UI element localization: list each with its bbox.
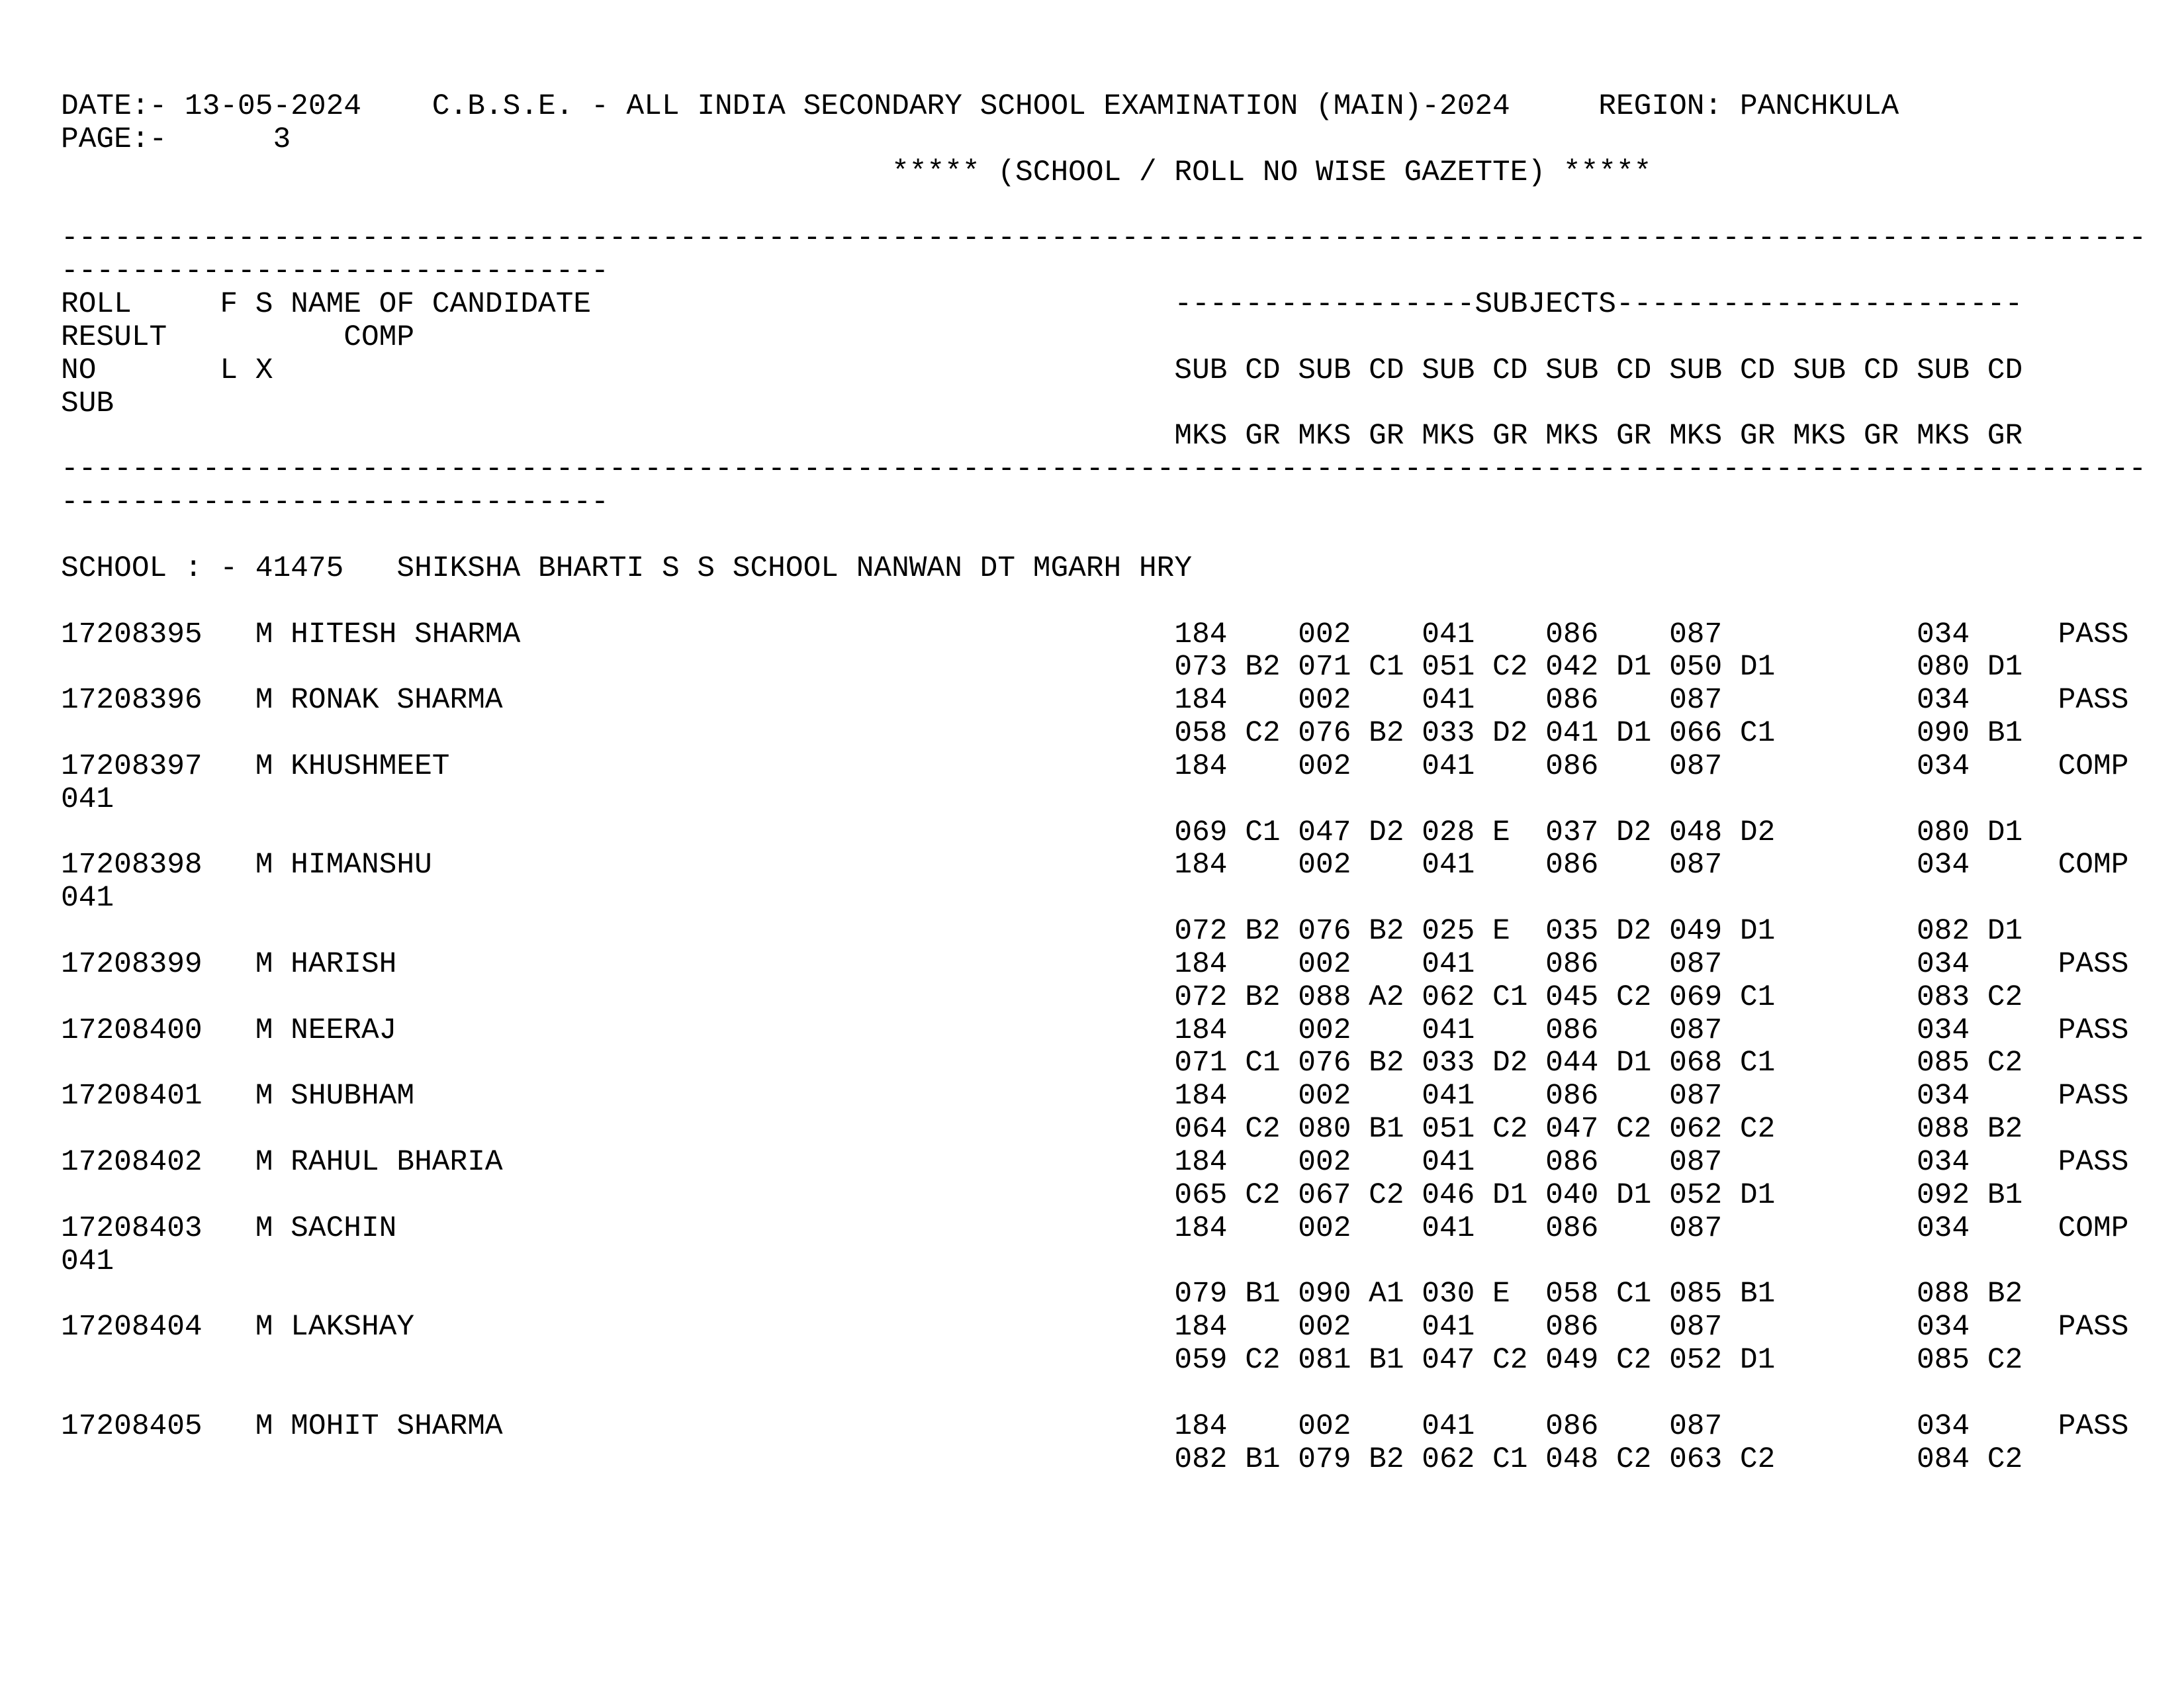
candidate-17208395-marks-line: 073 B2 071 C1 051 C2 042 D1 050 D1 080 D1 <box>61 651 2023 684</box>
divider-line: ---------------------------------------------------------------------------------------------------------------------- <box>61 222 2147 256</box>
divider-line-wrap: ------------------------------- <box>61 255 609 289</box>
candidate-17208399-row-line: 17208399 M HARISH 184 002 041 086 087 034 PASS <box>61 947 2129 981</box>
candidate-17208397-compsub-line: 041 <box>61 782 114 816</box>
table-header-roll-subjects-line: ROLL F S NAME OF CANDIDATE -----------------SUBJECTS----------------------- <box>61 288 2023 322</box>
header-page-line: PAGE:- 3 <box>61 122 291 156</box>
candidate-17208403-compsub-line: 041 <box>61 1244 114 1278</box>
candidate-17208396-row-line: 17208396 M RONAK SHARMA 184 002 041 086 087 034 PASS <box>61 684 2129 718</box>
candidate-17208404-row-line: 17208404 M LAKSHAY 184 002 041 086 087 034 PASS <box>61 1311 2129 1344</box>
divider-line: ---------------------------------------------------------------------------------------------------------------------- <box>61 453 2147 487</box>
table-header-sub-line: SUB <box>61 387 114 420</box>
candidate-17208400-marks-line: 071 C1 076 B2 033 D2 044 D1 068 C1 085 C2 <box>61 1047 2023 1080</box>
candidate-17208402-marks-line: 065 C2 067 C2 046 D1 040 D1 052 D1 092 B1 <box>61 1178 2023 1212</box>
divider-line-wrap: ------------------------------- <box>61 486 609 520</box>
candidate-17208397-marks-line: 069 C1 047 D2 028 E 037 D2 048 D2 080 D1 <box>61 816 2023 849</box>
table-header-result-comp-line: RESULT COMP <box>61 320 415 354</box>
candidate-17208399-marks-line: 072 B2 088 A2 062 C1 045 C2 069 C1 083 C2 <box>61 980 2023 1014</box>
candidate-17208403-marks-line: 079 B1 090 A1 030 E 058 C1 085 B1 088 B2 <box>61 1278 2023 1311</box>
candidate-17208398-marks-line: 072 B2 076 B2 025 E 035 D2 049 D1 082 D1 <box>61 915 2023 949</box>
gazette-text-body <box>61 91 2184 1476</box>
candidate-17208401-row-line: 17208401 M SHUBHAM 184 002 041 086 087 034 PASS <box>61 1080 2129 1113</box>
blank-line <box>61 190 2184 223</box>
school-line: SCHOOL : - 41475 SHIKSHA BHARTI S S SCHOOL NANWAN DT MGARH HRY <box>61 551 1193 585</box>
candidate-17208396-marks-line: 058 C2 076 B2 033 D2 041 D1 066 C1 090 B1 <box>61 717 2023 751</box>
gazette-banner-line: ***** (SCHOOL / ROLL NO WISE GAZETTE) ***** <box>61 156 1652 189</box>
table-header-no-subcd-line: NO L X SUB CD SUB CD SUB CD SUB CD SUB CD SUB CD SUB CD <box>61 353 2023 387</box>
blank-line <box>61 1378 2184 1411</box>
blank-line <box>61 520 2184 553</box>
blank-line <box>61 586 2184 619</box>
candidate-17208405-marks-line: 082 B1 079 B2 062 C1 048 C2 063 C2 084 C2 <box>61 1442 2023 1476</box>
candidate-17208401-marks-line: 064 C2 080 B1 051 C2 047 C2 062 C2 088 B2 <box>61 1113 2023 1147</box>
candidate-17208402-row-line: 17208402 M RAHUL BHARIA 184 002 041 086 087 034 PASS <box>61 1146 2129 1179</box>
candidate-17208395-row-line: 17208395 M HITESH SHARMA 184 002 041 086 087 034 PASS <box>61 618 2129 651</box>
candidate-17208403-row-line: 17208403 M SACHIN 184 002 041 086 087 034 COMP <box>61 1211 2129 1245</box>
candidate-17208398-compsub-line: 041 <box>61 882 114 915</box>
candidate-17208400-row-line: 17208400 M NEERAJ 184 002 041 086 087 034 PASS <box>61 1013 2129 1047</box>
candidate-17208405-row-line: 17208405 M MOHIT SHARMA 184 002 041 086 087 034 PASS <box>61 1409 2129 1443</box>
candidate-17208398-row-line: 17208398 M HIMANSHU 184 002 041 086 087 034 COMP <box>61 849 2129 882</box>
table-header-mksgr-line: MKS GR MKS GR MKS GR MKS GR MKS GR MKS GR MKS GR <box>61 420 2023 453</box>
header-date-line: DATE:- 13-05-2024 C.B.S.E. - ALL INDIA SECONDARY SCHOOL EXAMINATION (MAIN)-2024 REGION: PANCHKULA <box>61 90 1899 123</box>
candidate-17208397-row-line: 17208397 M KHUSHMEET 184 002 041 086 087 034 COMP <box>61 749 2129 783</box>
candidate-17208404-marks-line: 059 C2 081 B1 047 C2 049 C2 052 D1 085 C2 <box>61 1344 2023 1378</box>
